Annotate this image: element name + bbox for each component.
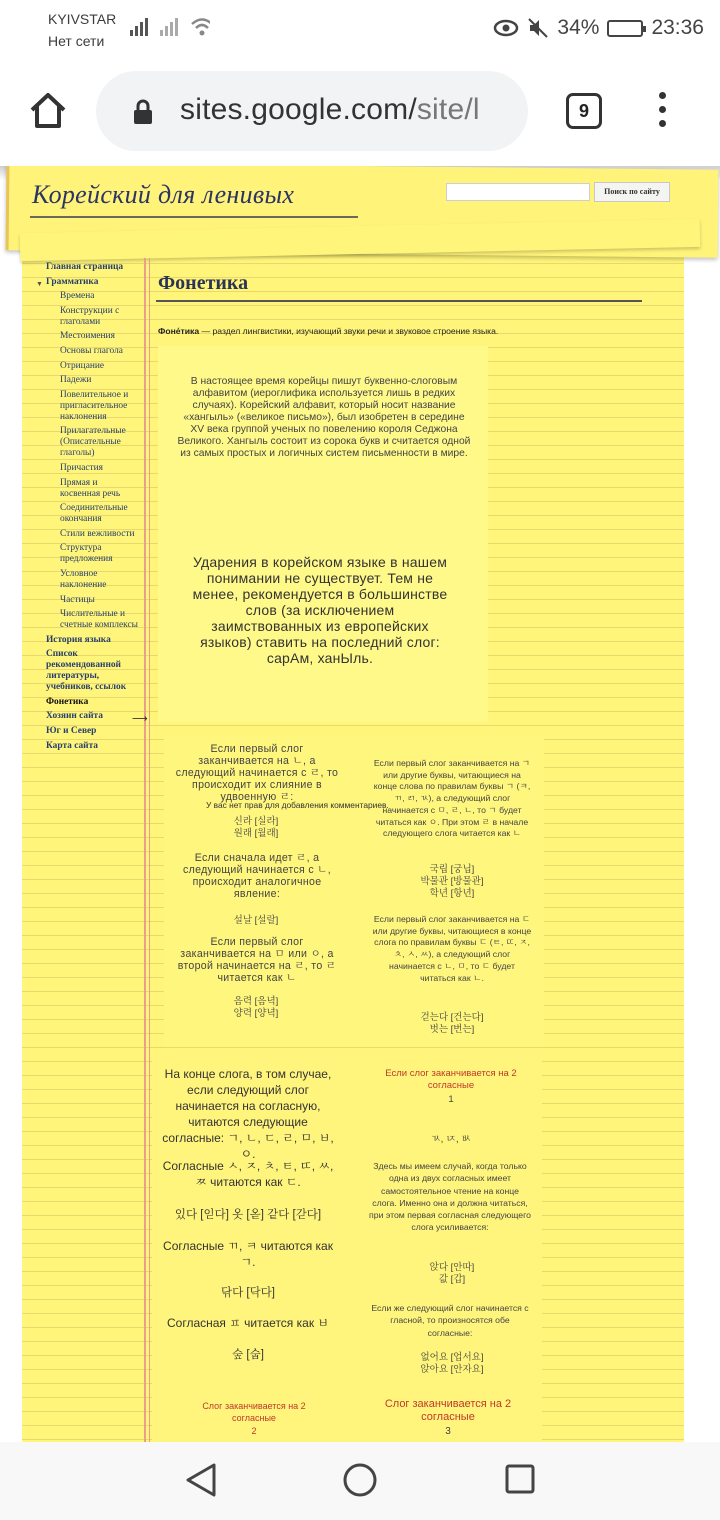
sidebar-item[interactable]: Отрицание [60,360,105,371]
tab-switcher-button[interactable]: 9 [566,93,602,129]
sidebar-item[interactable]: Конструкции с глаголами [60,305,120,327]
carrier-name: KYIVSTAR [48,11,117,27]
clock: 23:36 [651,16,704,39]
system-nav-bar [0,1442,720,1520]
page-title: Фонетика [158,272,249,294]
rule-m-ng: Если первый слог заканчивается на ㅁ или ㅇ, а второй начинается на ㄹ, то ㄹ читается как ㄴ [177,936,337,984]
sidebar-item[interactable]: Частицы [60,594,95,605]
sidebar-item[interactable]: Главная страница [46,262,124,272]
double-final-vowel-examples: 없어요 [업서요] 앉아요 [안자요] [420,1352,484,1375]
rule-l-n: Если сначала идет ㄹ, а следующий начинается с ㄴ, происходит аналогичное явление: [183,852,331,900]
rule-kk-example: 닦다 [닥다] [220,1287,276,1299]
rule-k-examples: 국립 [궁닙] 박물관 [방물관] 학년 [항년] [420,864,484,899]
sidebar-item[interactable]: Хозяин сайта [46,711,103,722]
web-content [0,166,720,1442]
sidebar-item[interactable]: Числительные и счетные комплексы [60,609,138,631]
sidebar-item[interactable]: Карта сайта [46,740,98,751]
address-bar[interactable] [96,71,528,151]
mute-icon [527,17,549,39]
sidebar-item[interactable]: Местоимения [60,331,115,342]
battery-icon [607,20,643,37]
sidebar-item[interactable]: Падежи [60,375,92,386]
rule-m-ng-examples: 음력 [음녁] 양력 [양녁] [233,996,279,1019]
sidebar-item[interactable]: Стили вежливости [60,528,135,539]
rule-kk: Согласные ㄲ, ㅋ читаются как ㄱ. [163,1239,333,1269]
double-final-title-2: Слог заканчивается на 2 согласные [202,1401,306,1423]
lead-term: Фоне́тика [158,326,200,336]
sidebar-item[interactable]: Структура предложения [60,543,113,565]
margin-line-2 [149,258,150,1442]
status-right [493,14,704,42]
home-icon[interactable] [28,90,68,130]
final-consonants-text: На конце слога, в том случае, если следующий слог начинается на согласную, читаются следующие согласные: ㄱ, ㄴ, ㄷ, ㄹ, ㅁ, ㅂ, ㅇ. [162,1067,334,1161]
sidebar-item[interactable]: Причастия [60,462,103,473]
rule-s-examples: 있다 [읻다] 옷 [옫] 같다 [갇다] [174,1209,322,1221]
double-final-rule: Здесь мы имеем случай, когда только одна из двух согласных имеет самостоятельное чтение на конце слога. Именно она и должна читаться, при этом первая согласная следующего слога усиливается: [369,1161,531,1233]
rule-t: Если первый слог заканчивается на ㄷ или другие буквы, читающиеся в конце слога по правилам буквы ㄷ (ㅌ, ㄸ, ㅈ, ㅊ, ㅅ, ㅆ), а следующий слог начинается с ㄴ, ㅁ, то ㄷ будет читаться как ㄴ. [372,914,532,983]
rule-p-example: 숲 [숩] [232,1349,264,1361]
sidebar-item[interactable]: Прилагательные (Описательные глаголы) [60,426,126,459]
sidebar-item[interactable]: Повелительное и пригласительное наклонения [60,389,129,422]
lead-paragraph [158,326,678,336]
site-title[interactable]: Корейский для ленивых [32,180,295,209]
sidebar-item[interactable]: Соединительные окончания [60,503,128,525]
url-domain: sites.google.com/ [180,93,417,126]
double-final-number-3: 3 [445,1426,451,1437]
sidebar-nav [46,262,140,755]
lock-icon [132,99,154,125]
carrier-info [48,8,116,52]
site-search-input[interactable] [446,183,590,201]
title-rule [156,300,642,302]
sidebar-item[interactable]: Юг и Север [46,726,97,737]
status-bar [0,0,720,58]
eye-icon [493,19,519,37]
title-underline [30,216,358,218]
double-final-examples: 앉다 [안따] 값 [갑] [429,1262,475,1285]
site-search-button[interactable]: Поиск по сайту [594,182,670,202]
double-final-vowel-rule: Если же следующий слог начинается с гласной, то произносятся обе согласные: [371,1303,529,1338]
battery-percent: 34% [557,16,600,39]
sidebar-item[interactable]: История языка [46,634,111,645]
double-final-number-1: 1 [448,1094,454,1105]
double-final-number-2: 2 [251,1426,257,1436]
double-final-list: ㄳ, ㄵ, ㅄ [430,1134,472,1145]
home-circle-icon[interactable] [342,1462,378,1498]
lead-rest: — раздел лингвистики, изучающий звуки речи и звуковое строение языка. [199,326,499,336]
network-status: Нет сети [48,33,105,49]
sidebar-item[interactable]: Фонетика [46,696,89,707]
back-icon[interactable] [184,1462,218,1498]
sidebar-item[interactable]: Список рекомендованной литературы, учебников, ссылок [46,649,127,693]
signal-icon [130,16,210,38]
rule-n-l: Если первый слог заканчивается на ㄴ, а следующий начинается с ㄹ, то происходит их слияние в удвоенную ㄹ: [175,743,339,803]
url-path: site/l [416,93,480,126]
comments-note: У вас нет прав для добавления комментариев. [206,800,389,810]
margin-line [144,258,146,1442]
rule-p: Согласная ㅍ читается как ㅂ [166,1316,329,1330]
paragraph-stress: Ударения в корейском языке в нашем понимании не существует. Тем не менее, рекомендуется в большинстве слов (за исключением заимствованных из европейских языков) ставить на последний слог: сарАм, ханЫль. [192,554,448,666]
rule-t-examples: 걷는다 [건는다] 벗는 [번는] [420,1012,484,1035]
sidebar-item[interactable]: Прямая и косвенная речь [60,477,121,499]
rule-l-n-examples: 설날 [설랄] [233,915,279,926]
sidebar-item[interactable]: Условное наклонение [60,568,107,590]
double-final-title-3: Слог заканчивается на 2 согласные [384,1398,512,1423]
expand-triangle-icon[interactable]: ▼ [36,281,43,288]
arrow-right-icon: ⟶ [132,713,148,725]
menu-button[interactable] [656,92,668,132]
sidebar-item[interactable]: Основы глагола [60,345,123,356]
sidebar-item[interactable]: Времена [60,291,95,302]
rule-k: Если первый слог заканчивается на ㄱ или другие буквы, читающиеся на конце слова по правилам буквы ㄱ (ㅋ, ㄲ, ㄺ, ㄳ), а следующий слог начинается с ㅁ, ㄹ, ㄴ, то ㄱ будет читаться как ㅇ. При этом ㄹ в начале следующего слога читается как ㄴ [373,758,531,839]
double-final-title-1: Если слог заканчивается на 2 согласные [385,1068,517,1091]
sidebar-item[interactable]: Грамматика [46,276,99,287]
recents-icon[interactable] [504,1462,536,1496]
paragraph-alphabet: В настоящее время корейцы пишут буквенно-слоговым алфавитом (иероглифика используется лишь в редких случаях). Корейский алфавит, который носит название «хангыль» («великое письмо»), был изобретен в середине XV века группой ученых по повелению короля Седжона Великого. Хангыль состоит из сорока букв и считается одной из самых простых и логичных систем письменности в мире. [177,376,471,459]
url-text [180,93,480,127]
rule-s-group: Согласные ㅅ, ㅈ, ㅊ, ㅌ, ㄸ, ㅆ, ㅉ читаются как ㄷ. [162,1159,334,1189]
rule-n-l-examples: 신라 [실라] 원래 [월래] [233,816,279,839]
browser-toolbar [0,58,720,166]
